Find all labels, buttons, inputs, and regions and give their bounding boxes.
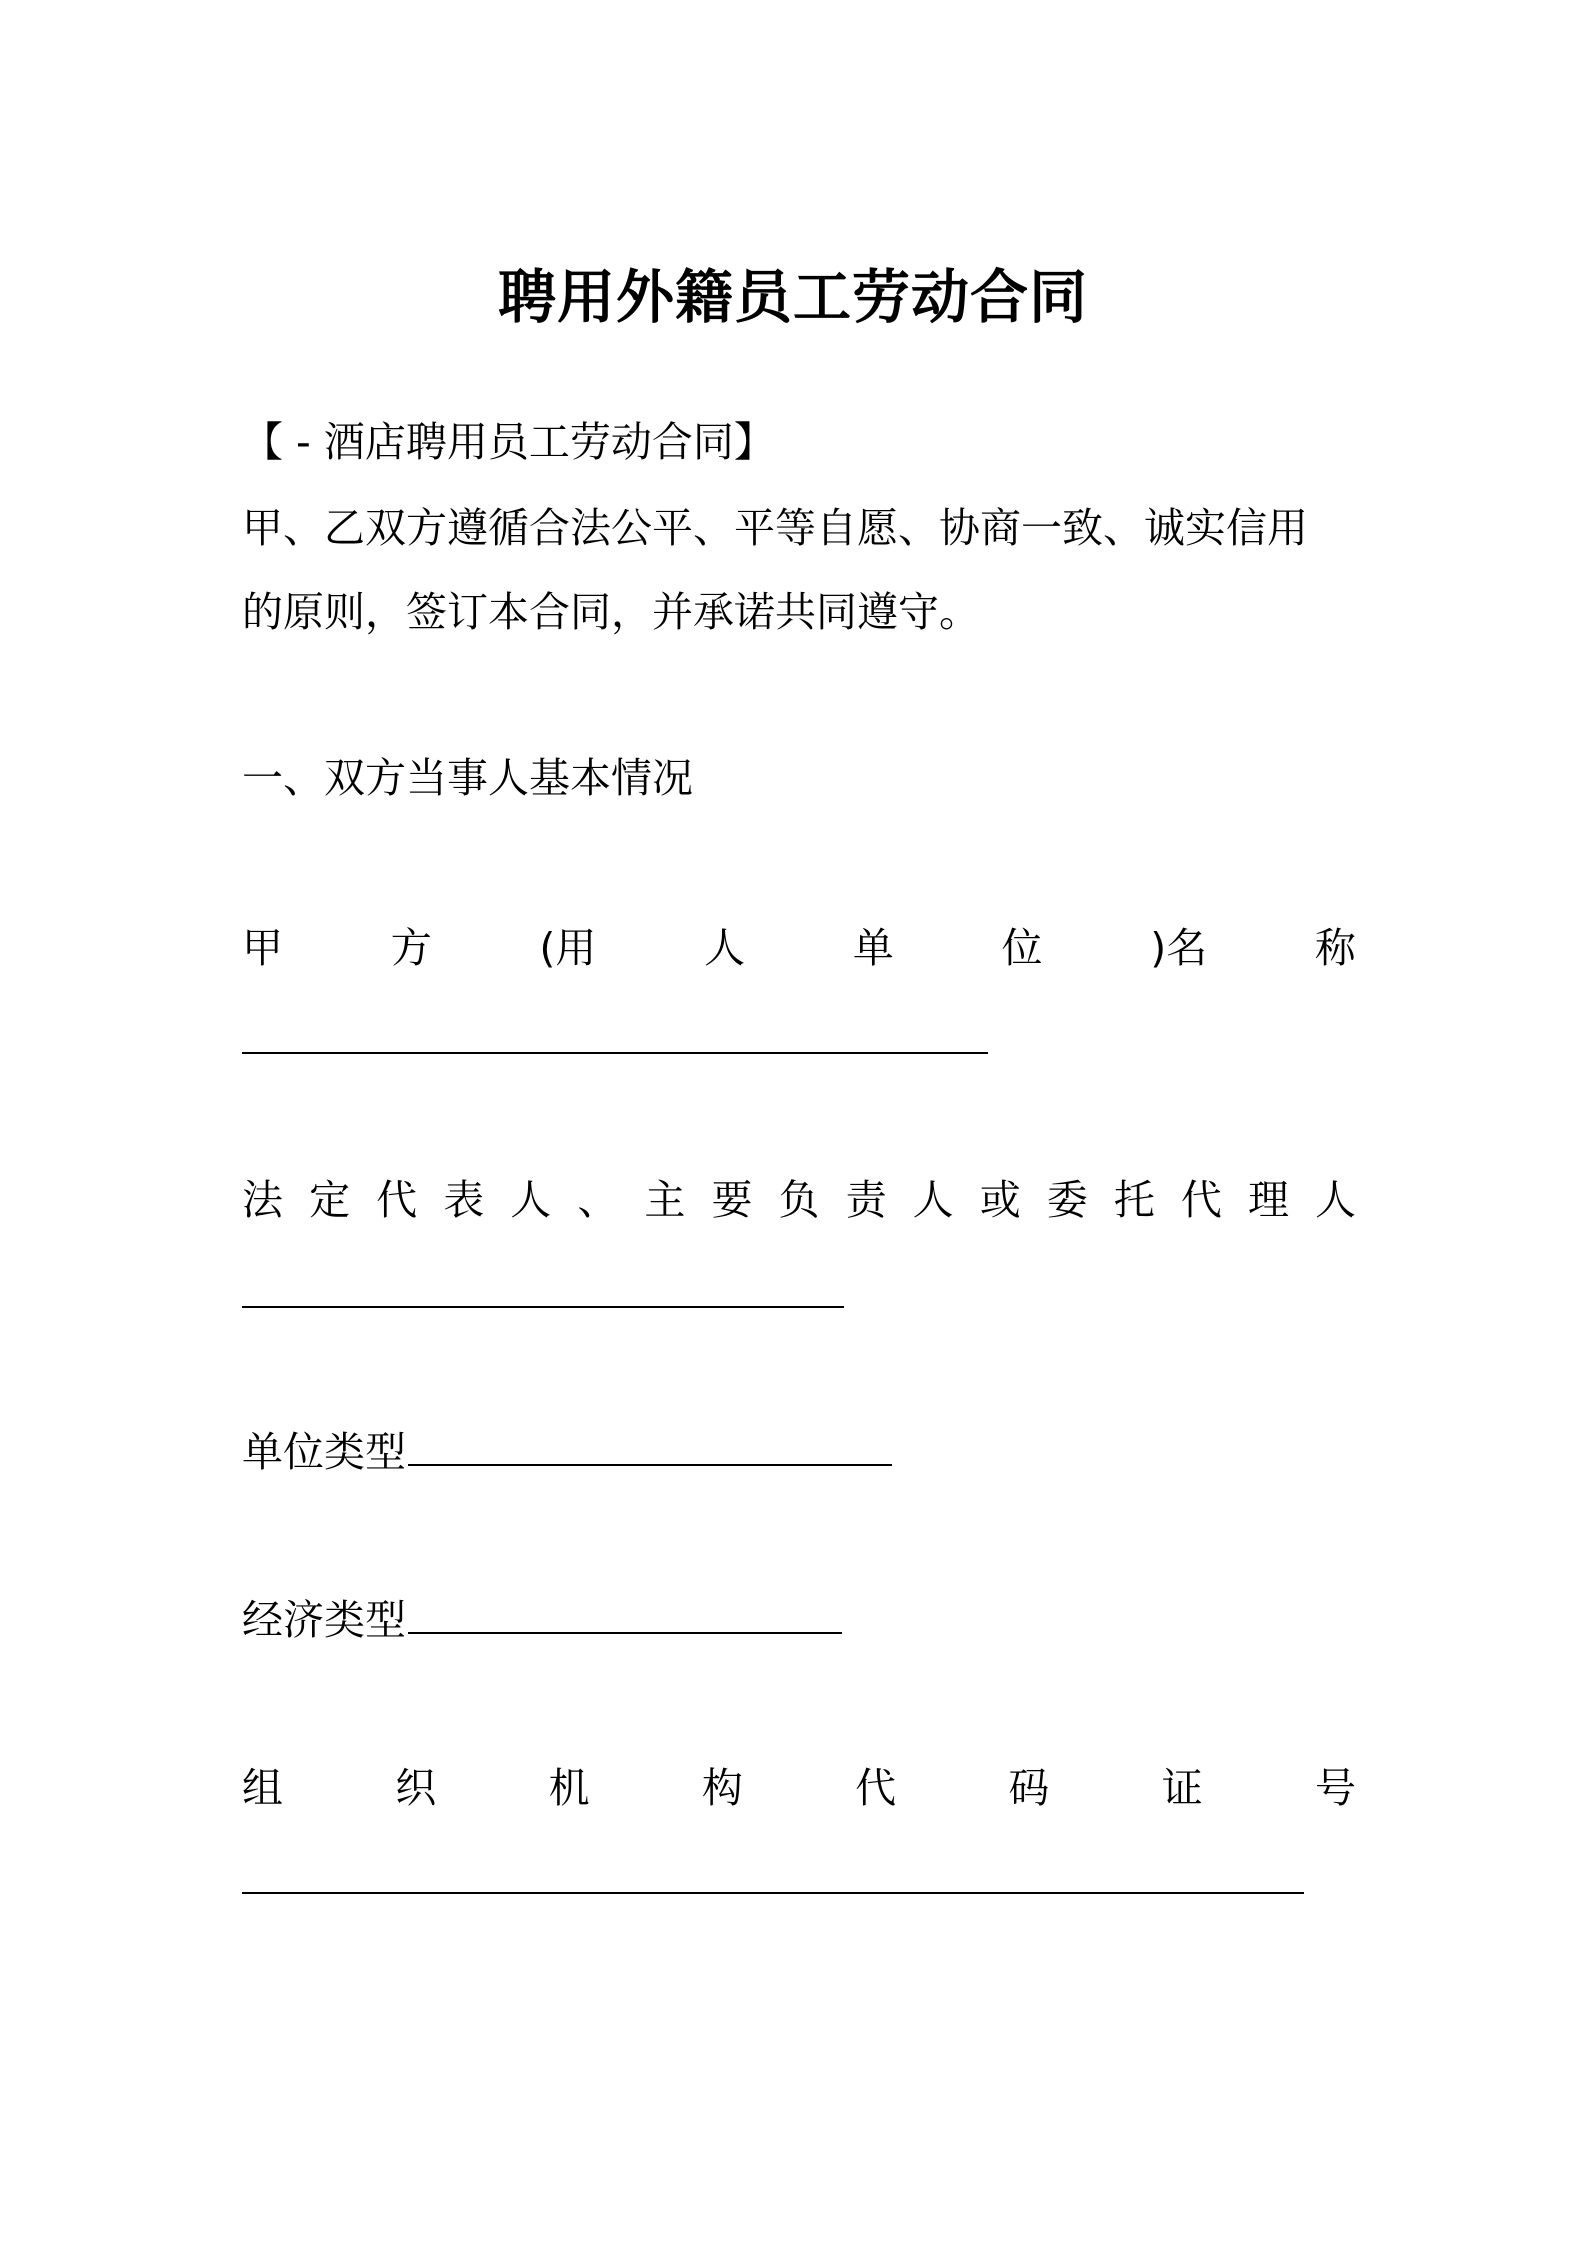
- label-char: )名: [1150, 924, 1208, 972]
- label-char: 代: [1180, 1176, 1222, 1224]
- label-char: 理: [1247, 1176, 1289, 1224]
- label-char: 人: [912, 1176, 954, 1224]
- unit-type-label: 单位类型: [242, 1428, 406, 1476]
- label-char: 要: [711, 1176, 753, 1224]
- label-char: 主: [644, 1176, 686, 1224]
- label-char: 代: [855, 1764, 897, 1812]
- label-char: 甲: [242, 924, 283, 972]
- intro-line-1: 甲、乙双方遵循合法公平、平等自愿、协商一致、诚实信用: [242, 504, 1308, 552]
- label-char: 人: [1315, 1176, 1356, 1224]
- label-char: 代: [376, 1176, 418, 1224]
- unit-type-blank: [408, 1464, 892, 1466]
- label-char: 码: [1008, 1764, 1050, 1812]
- economic-type-field: [242, 1596, 842, 1644]
- label-char: 证: [1161, 1764, 1203, 1812]
- label-char: 或: [979, 1176, 1021, 1224]
- label-char: 位: [1001, 924, 1043, 972]
- org-code-blank: [242, 1892, 1304, 1894]
- label-char: 称: [1314, 924, 1356, 972]
- intro-line-2: 的原则，签订本合同，并承诺共同遵守。: [242, 588, 980, 636]
- legal-representative-blank: [242, 1306, 844, 1308]
- label-char: 责: [845, 1176, 887, 1224]
- label-char: 号: [1314, 1764, 1356, 1812]
- label-char: 、: [577, 1176, 619, 1224]
- label-char: (用: [539, 924, 597, 972]
- unit-type-field: [242, 1428, 892, 1476]
- label-char: 定: [309, 1176, 351, 1224]
- party-a-name-label: [242, 924, 1356, 972]
- label-char: 构: [701, 1764, 743, 1812]
- label-char: 人: [510, 1176, 552, 1224]
- label-char: 法: [242, 1176, 283, 1224]
- label-char: 织: [395, 1764, 437, 1812]
- label-char: 人: [704, 924, 746, 972]
- label-char: 托: [1113, 1176, 1155, 1224]
- label-char: 方: [390, 924, 432, 972]
- label-char: 委: [1046, 1176, 1088, 1224]
- subheading: 【 - 酒店聘用员工劳动合同】: [242, 418, 775, 466]
- economic-type-blank: [408, 1632, 842, 1634]
- label-char: 单: [852, 924, 894, 972]
- document-title: 聘用外籍员工劳动合同: [497, 263, 1088, 331]
- party-a-name-blank: [242, 1052, 988, 1054]
- label-char: 负: [778, 1176, 820, 1224]
- section-heading: 一、双方当事人基本情况: [242, 754, 693, 802]
- label-char: 组: [242, 1764, 283, 1812]
- org-code-label: [242, 1764, 1356, 1812]
- label-char: 表: [443, 1176, 485, 1224]
- label-char: 机: [548, 1764, 590, 1812]
- economic-type-label: 经济类型: [242, 1596, 406, 1644]
- legal-representative-label: [242, 1176, 1356, 1224]
